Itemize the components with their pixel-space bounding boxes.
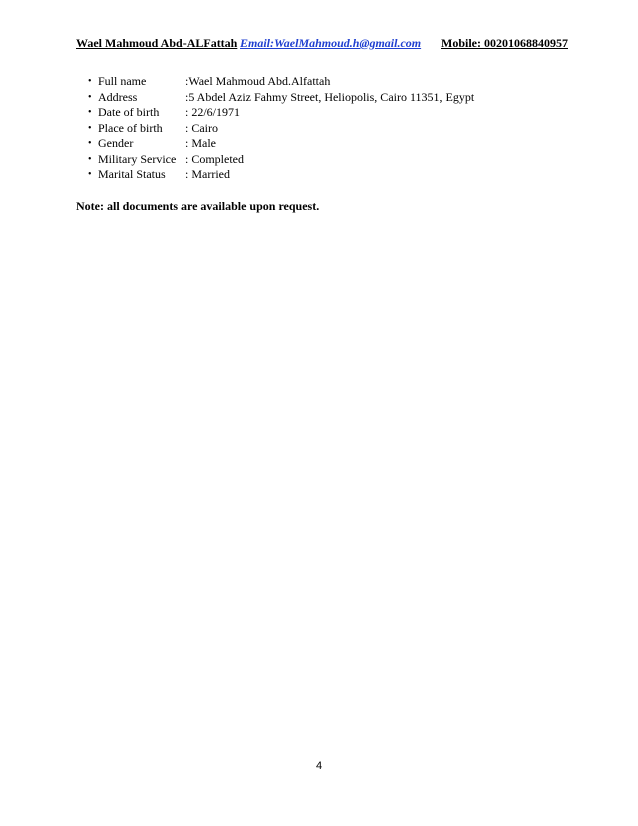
list-item (88, 74, 528, 90)
personal-details-list (88, 74, 528, 183)
bullet-icon: • (88, 138, 92, 149)
list-item (88, 121, 528, 137)
detail-value-marital-status: : Married (185, 167, 230, 181)
header-name: Wael Mahmoud Abd-ALFattah (76, 36, 238, 50)
list-item (88, 105, 528, 121)
page-number: 4 (315, 760, 323, 772)
bullet-icon: • (88, 122, 92, 134)
detail-value-military-service: : Completed (185, 151, 244, 166)
bullet-icon: • (88, 91, 92, 103)
list-item (88, 90, 528, 106)
detail-value-full-name: :Wael Mahmoud Abd.Alfattah (185, 74, 331, 88)
detail-value-date-of-birth: : 22/6/1971 (185, 105, 241, 119)
list-item (88, 167, 528, 183)
list-item (88, 152, 528, 168)
detail-label-address: Address (98, 89, 138, 104)
bullet-icon: • (88, 153, 92, 165)
page-header (76, 36, 568, 54)
list-item (88, 136, 528, 152)
detail-value-place-of-birth: : Cairo (185, 120, 218, 135)
detail-label-date-of-birth: Date of birth (98, 105, 160, 119)
documents-note: Note: all documents are available upon request. (76, 199, 320, 213)
header-email-link[interactable]: Email:WaelMahmoud.h@gmail.com (240, 36, 422, 50)
detail-label-military-service: Military Service (98, 151, 177, 166)
detail-label-marital-status: Marital Status (98, 167, 166, 181)
bullet-icon: • (88, 107, 92, 118)
header-mobile: Mobile: 00201068840957 (441, 36, 568, 50)
bullet-icon: • (88, 76, 92, 87)
detail-label-full-name: Full name (98, 74, 147, 88)
detail-value-address: :5 Abdel Aziz Fahmy Street, Heliopolis, Cairo 11351, Egypt (185, 89, 475, 104)
detail-label-place-of-birth: Place of birth (98, 120, 163, 135)
detail-value-gender: : Male (185, 136, 216, 150)
bullet-icon: • (88, 169, 92, 180)
detail-label-gender: Gender (98, 136, 134, 150)
